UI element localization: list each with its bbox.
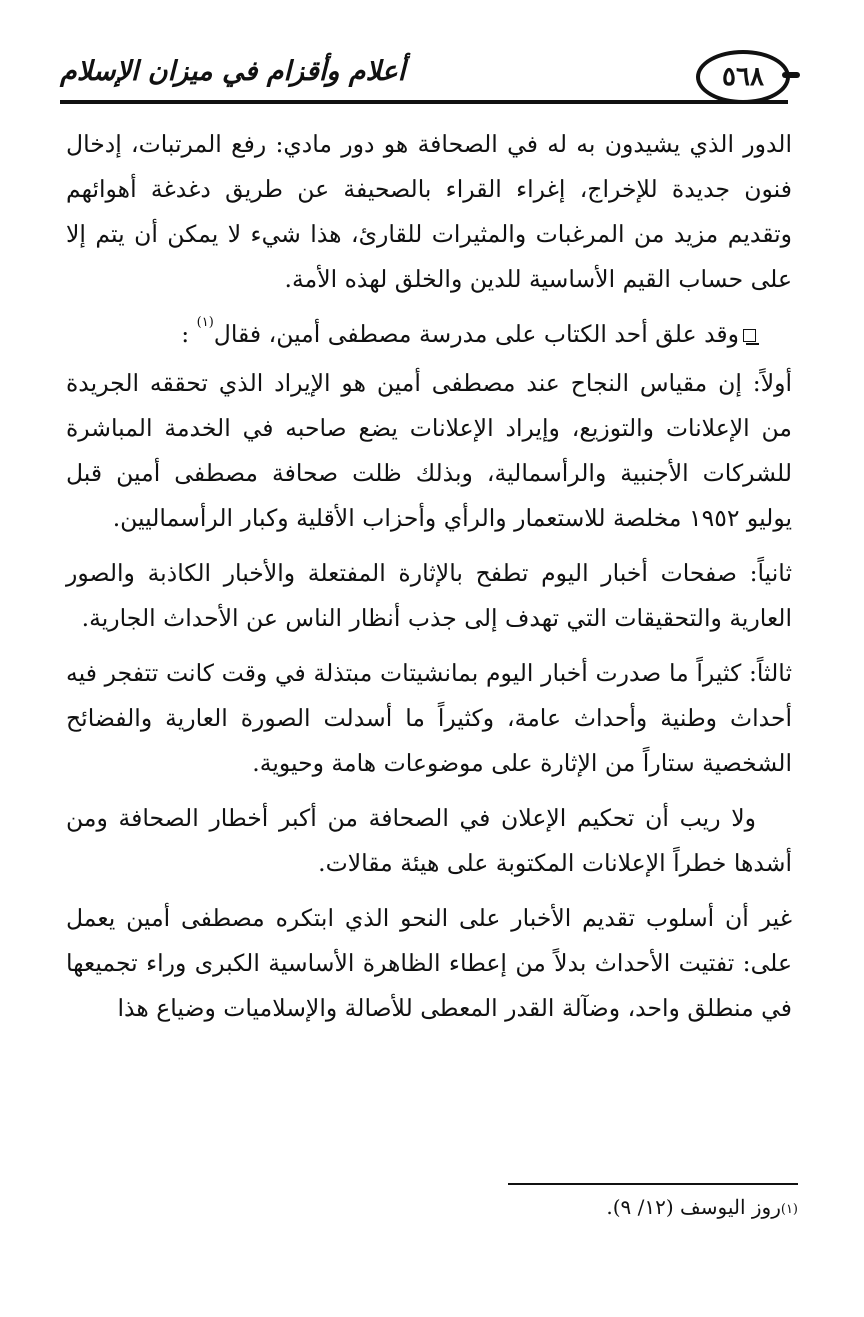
footnote-marker: (١) [780,1202,798,1217]
paragraph-text: غير أن أسلوب تقديم الأخبار على النحو الذي ابتكره مصطفى أمين يعمل على: تفتيت الأحداث بدلاً من إعطاء الظاهرة الأساسية الكبرى وراء تجميعها في منطلق واحد، وضآلة القدر المعطى للأصالة والإسلاميات وضياع هذا [66,904,792,1022]
paragraph-tail: : [181,320,197,348]
footnote-ref: (١) [196,315,214,330]
paragraph-text: صفحات أخبار اليوم تطفح بالإثارة المفتعلة والأخبار الكاذبة والصور العارية والتحقيقات التي تهدف إلى جذب أنظار الناس عن الأحداث الجارية. [66,559,792,632]
paragraph-text: الدور الذي يشيدون به له في الصحافة هو دور مادي: رفع المرتبات، إدخال فنون جديدة للإخراج، إغراء القراء بالصحيفة عن طريق دغدغة أهوائهم وتقديم مزيد من المرغبات والمثيرات للقارئ، هذا شيء لا يمكن أن يتم إلا على حساب القيم الأساسية للدين والخلق لهذه الأمة. [66,130,792,293]
paragraph-text: كثيراً ما صدرت أخبار اليوم بمانشيتات مبتذلة في وقت كانت تتفجر فيه أحداث وطنية وأحداث عامة، وكثيراً ما أسدلت الصورة العارية والفضائح الشخصية ستاراً من الإثارة على موضوعات هامة وحيوية. [66,659,792,777]
paragraph-intro [66,122,792,302]
footnote [198,1192,798,1222]
running-title: أعلام وأقزام في ميزان الإسلام [60,56,406,87]
header-rule [60,100,788,104]
paragraph-point-third [66,651,792,786]
point-label: أولاً: [741,369,792,397]
page-header [60,40,800,110]
paragraph-quote-intro [66,312,792,357]
body-text [66,122,792,1041]
footnote-text: روز اليوسف (١٢/ ٩). [606,1195,781,1219]
point-label: ثانياً: [736,559,792,587]
paragraph-advertising [66,796,792,886]
point-label: ثالثاً: [741,659,792,687]
paragraph-news-style [66,896,792,1031]
paragraph-text: وقد علق أحد الكتاب على مدرسة مصطفى أمين، فقال [213,320,739,348]
paragraph-text: إن مقياس النجاح عند مصطفى أمين هو الإيراد الذي تحققه الجريدة من الإعلانات والتوزيع، وإيراد الإعلانات يضع صاحبه في الخدمة المباشرة للشركات الأجنبية والرأسمالية، وبذلك ظلت صحافة مصطفى أمين قبل يوليو ١٩٥٢ مخلصة للاستعمار والرأي وأحزاب الأقلية وكبار الرأسماليين. [66,369,792,532]
paragraph-marker-icon [743,329,756,342]
page-number: ٥٦٨ [696,50,790,104]
paragraph-text: ولا ريب أن تحكيم الإعلان في الصحافة من أكبر أخطار الصحافة ومن أشدها خطراً الإعلانات المكتوبة على هيئة مقالات. [66,804,792,877]
paragraph-point-second [66,551,792,641]
footnote-rule [508,1183,798,1185]
paragraph-point-first [66,361,792,541]
